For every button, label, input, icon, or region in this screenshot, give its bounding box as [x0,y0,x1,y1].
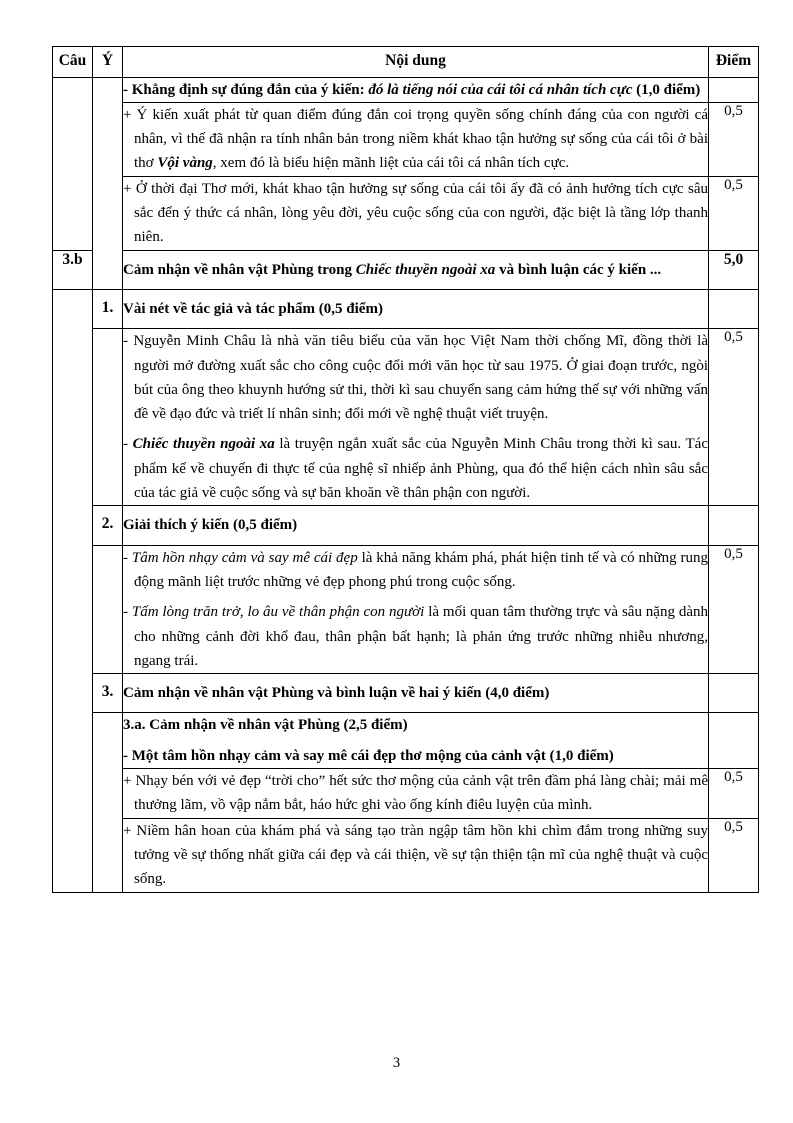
cell-cau [53,289,93,328]
cell-cau [53,545,93,673]
cell-cau [53,674,93,713]
text-run: - Một tâm hồn nhạy cảm và say mê cái đẹp thơ mộng của cảnh vật (1,0 điểm) [123,747,614,764]
content-paragraph [123,177,708,250]
cell-noi-dung [123,769,709,819]
table-row [53,545,759,673]
content-paragraph [123,78,708,102]
page-number: 3 [392,1055,401,1071]
cell-noi-dung [123,545,709,673]
table-row [53,769,759,819]
text-run: là mối quan tâm thường trực và sâu nặng dành cho những cảnh đời khổ đau, thân phận bất hạnh; là phản ứng trước những nhiễu nhương, ngang trái. [134,604,708,669]
cell-cau [53,102,93,176]
text-run: là truyện ngắn xuất sắc của Nguyễn Minh Châu trong thời kì sau. Tác phẩm kể về chuyến đi thực tế của nghệ sĩ nhiếp ảnh Phùng, qua đó thể hiện cách nhìn sâu sắc của tác giả về cuộc sống và sự băn khoăn về thân phận con người. [134,436,708,502]
text-run: Chiếc thuyền ngoài xa [132,436,275,453]
text-run: Tâm hồn nhạy cảm và say mê cái đẹp [131,549,358,566]
text-run: + Ở thời đại Thơ mới, khát khao tận hưởng sự sống của cái tôi ấy đã có ảnh hưởng tích cực sâu sắc đến ý thức cá nhân, lòng yêu đời, yêu cuộc sống của con người, đặc biệt là tầng lớp thanh niên. [123,180,708,246]
cell-cau [53,329,93,506]
text-run: - [123,604,132,621]
content-paragraph [123,103,708,176]
cell-cau [53,176,93,250]
cell-y [93,769,123,819]
text-run: Vài nét về tác giả và tác phẩm (0,5 điểm) [123,300,383,317]
cell-diem: 0,5 [709,545,759,673]
text-run: Cảm nhận về nhân vật Phùng và bình luận về hai ý kiến (4,0 điểm) [123,685,550,702]
content-paragraph [123,258,708,282]
cell-diem: 5,0 [709,250,759,289]
text-run: - [123,436,133,453]
cell-y [93,545,123,673]
cell-diem: 0,5 [709,102,759,176]
cell-noi-dung [123,506,709,545]
content-paragraph [123,513,708,537]
cell-y: 3. [93,674,123,713]
cell-y [93,250,123,289]
header-cell-noi-dung: Nội dung [123,47,709,78]
cell-diem [709,77,759,102]
text-run: là khả năng khám phá, phát hiện tinh tế và có những rung động mãnh liệt trước những vẻ đẹp phong phú trong cuộc sống. [134,549,709,590]
cell-cau [53,506,93,545]
cell-noi-dung [123,329,709,506]
text-run: (1,0 điểm) [632,81,701,98]
text-run: - [123,549,132,566]
header-cell-cau: Câu [53,47,93,78]
cell-noi-dung [123,289,709,328]
content-paragraph [123,744,708,768]
cell-noi-dung [123,713,709,769]
cell-diem [709,674,759,713]
cell-noi-dung [123,250,709,289]
text-run: , xem đó là biểu hiện mãnh liệt của cái tôi cá nhân tích cực. [212,155,570,172]
cell-diem: 0,5 [709,818,759,892]
cell-noi-dung [123,674,709,713]
cell-cau [53,769,93,819]
table-row [53,818,759,892]
table-row [53,506,759,545]
table-row [53,674,759,713]
cell-noi-dung [123,176,709,250]
header-cell-y: Ý [93,47,123,78]
content-paragraph [123,681,708,705]
text-run: - Khẳng định sự đúng đắn của ý kiến: [123,81,369,98]
content-paragraph [123,329,708,426]
text-run: Giải thích ý kiến (0,5 điểm) [123,517,298,534]
cell-y: 2. [93,506,123,545]
cell-diem: 0,5 [709,176,759,250]
text-run: Cảm nhận về nhân vật Phùng trong [123,261,356,278]
text-run: + Niềm hân hoan của khám phá và sáng tạo tràn ngập tâm hồn khi chìm đắm trong những suy tưởng về sự thống nhất giữa cái đẹp và cái thiện, về sự tận thiện tận mĩ của nghệ thuật và cuộc sống. [123,822,708,888]
table-row [53,102,759,176]
text-run: và bình luận các ý kiến ... [495,261,662,278]
cell-y [93,176,123,250]
text-run: Vội vàng [157,155,213,172]
grading-rubric-table [52,46,759,893]
cell-cau [53,713,93,769]
cell-diem: 0,5 [709,329,759,506]
table-row [53,329,759,506]
cell-y [93,329,123,506]
text-run: 3.a. Cảm nhận về nhân vật Phùng (2,5 điểm) [123,717,408,734]
cell-noi-dung [123,818,709,892]
text-run: - Nguyễn Minh Châu là nhà văn tiêu biểu của văn học Việt Nam thời chống Mĩ, đồng thời là người mở đường xuất sắc cho công cuộc đổi mới văn học từ sau 1975. Ở giai đoạn trước, ngòi bút của ông theo khuynh hướng sử thi, thời kì sau chuyển sang cảm hứng thế sự với những vấn đề về đạo đức và triết lí nhân sinh; đổi mới về nghệ thuật viết truyện. [123,333,708,423]
header-cell-diem: Điểm [709,47,759,78]
cell-y: 1. [93,289,123,328]
cell-y [93,818,123,892]
content-paragraph [123,819,708,892]
text-run: đó là tiếng nói của cái tôi cá nhân tích cực [368,81,633,98]
table-header-row [53,47,759,78]
table-row [53,289,759,328]
cell-diem: 0,5 [709,769,759,819]
cell-y [93,77,123,102]
text-run: + Nhạy bén với vẻ đẹp “trời cho” hết sức thơ mộng của cảnh vật trên đầm phá làng chài; mải mê thưởng lãm, vồ vập nắm bắt, háo hức ghi vào ống kính điêu luyện của mình. [123,773,708,814]
cell-cau [53,77,93,102]
content-paragraph [123,432,708,505]
content-paragraph [123,600,708,673]
cell-diem [709,506,759,545]
text-run: + Ý kiến xuất phát từ quan điểm đúng đắn coi trọng quyền sống chính đáng của con người cá nhân, vì thế đã nhận ra tính nhân bản trong niềm khát khao tận hưởng sự sống của cái tôi ở bài thơ [123,106,708,172]
table-row [53,77,759,102]
content-paragraph [123,546,708,595]
cell-cau [53,818,93,892]
cell-noi-dung [123,102,709,176]
content-paragraph [123,297,708,321]
table-row [53,250,759,289]
text-run: Tấm lòng trăn trở, lo âu về thân phận con người [131,604,425,621]
cell-y [93,102,123,176]
cell-diem [709,713,759,769]
cell-diem [709,289,759,328]
cell-cau: 3.b [53,250,93,289]
table-row [53,713,759,769]
content-paragraph [123,713,708,737]
text-run: Chiếc thuyền ngoài xa [355,261,496,278]
table-row [53,176,759,250]
content-paragraph [123,769,708,818]
cell-noi-dung [123,77,709,102]
cell-y [93,713,123,769]
